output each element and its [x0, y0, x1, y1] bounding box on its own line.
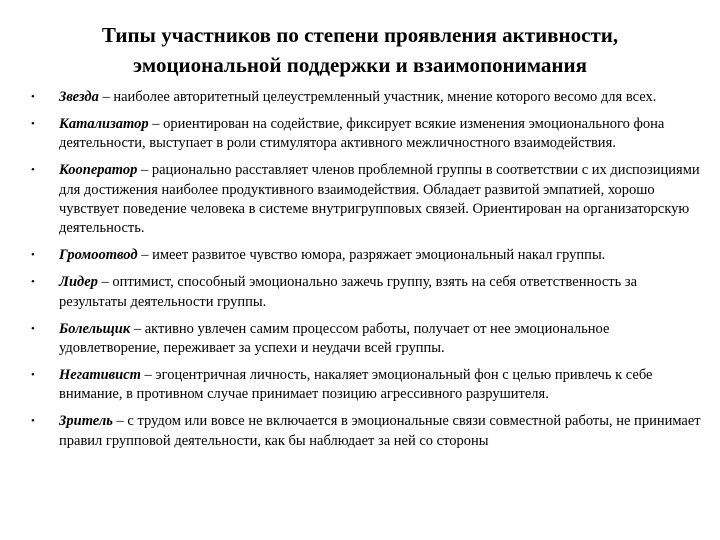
- bullet-icon: •: [31, 368, 35, 381]
- list-item-lightning-rod: [31, 246, 703, 265]
- bullet-icon: •: [31, 91, 35, 103]
- term-lightning-rod: Громоотвод: [59, 247, 138, 264]
- bullet-icon: •: [31, 117, 35, 130]
- description-spectator: – с трудом или вовсе не включается в эмоциональные связи совместной работы, не принимает правил групповой деятельности, как бы наблюдает за ней со стороны: [59, 413, 701, 449]
- slide-title-line-2: эмоциональной поддержки и взаимопонимания: [133, 53, 587, 77]
- term-negativist: Негативист: [59, 366, 141, 383]
- list-item-cooperator: [31, 161, 703, 239]
- list-item-negativist: [31, 366, 703, 405]
- bullet-icon: •: [31, 415, 35, 428]
- description-catalyst: – ориентирован на содействие, фиксирует всякие изменения эмоционального фона деятельности, выступает в роли стимулятора активного межличностного взаимодействия.: [59, 115, 665, 152]
- term-star: Звезда: [59, 89, 99, 105]
- slide-title: [30, 20, 690, 80]
- bullet-icon: •: [31, 322, 35, 335]
- list-item-star: [31, 88, 703, 107]
- description-leader: – оптимист, способный эмоционально зажечь группу, взять на себя ответственность за результаты деятельности группы.: [59, 274, 638, 310]
- list-item-leader: [31, 273, 703, 312]
- bullet-icon: •: [31, 164, 35, 177]
- term-cooperator: Кооператор: [59, 162, 138, 179]
- description-star: – наиболее авторитетный целеустремленный участник, мнение которого весомо для всех.: [98, 89, 657, 105]
- term-catalyst: Катализатор: [59, 115, 149, 132]
- description-supporter: – активно увлечен самим процессом работы, получает от нее эмоциональное удовлетворение, переживает за успехи и неудачи всей группы.: [59, 320, 610, 356]
- description-cooperator: – рационально расставляет членов проблемной группы в соответствии с их диспозициями для достижения наиболее продуктивного взаимодействия. Обладает развитой эмпатией, хорошо чувствует поведение человека в системе внутригрупповых связей. Ориентирован на организаторскую деятельность.: [59, 162, 700, 237]
- description-negativist: – эгоцентричная личность, накаляет эмоциональный фон с целью привлечь к себе внимание, в противном случае принимает позицию агрессивного разрушителя.: [59, 366, 653, 403]
- list-item-supporter: [31, 320, 703, 359]
- bullet-icon: •: [31, 249, 35, 262]
- term-spectator: Зритель: [59, 413, 113, 430]
- participant-types-list: [31, 88, 703, 459]
- slide-title-line-1: Типы участников по степени проявления активности,: [101, 23, 619, 47]
- term-supporter: Болельщик: [59, 320, 131, 337]
- list-item-catalyst: [31, 115, 703, 154]
- term-leader: Лидер: [59, 274, 98, 291]
- list-item-spectator: [31, 412, 703, 451]
- description-lightning-rod: – имеет развитое чувство юмора, разряжает эмоциональный накал группы.: [137, 247, 606, 264]
- bullet-icon: •: [31, 276, 35, 289]
